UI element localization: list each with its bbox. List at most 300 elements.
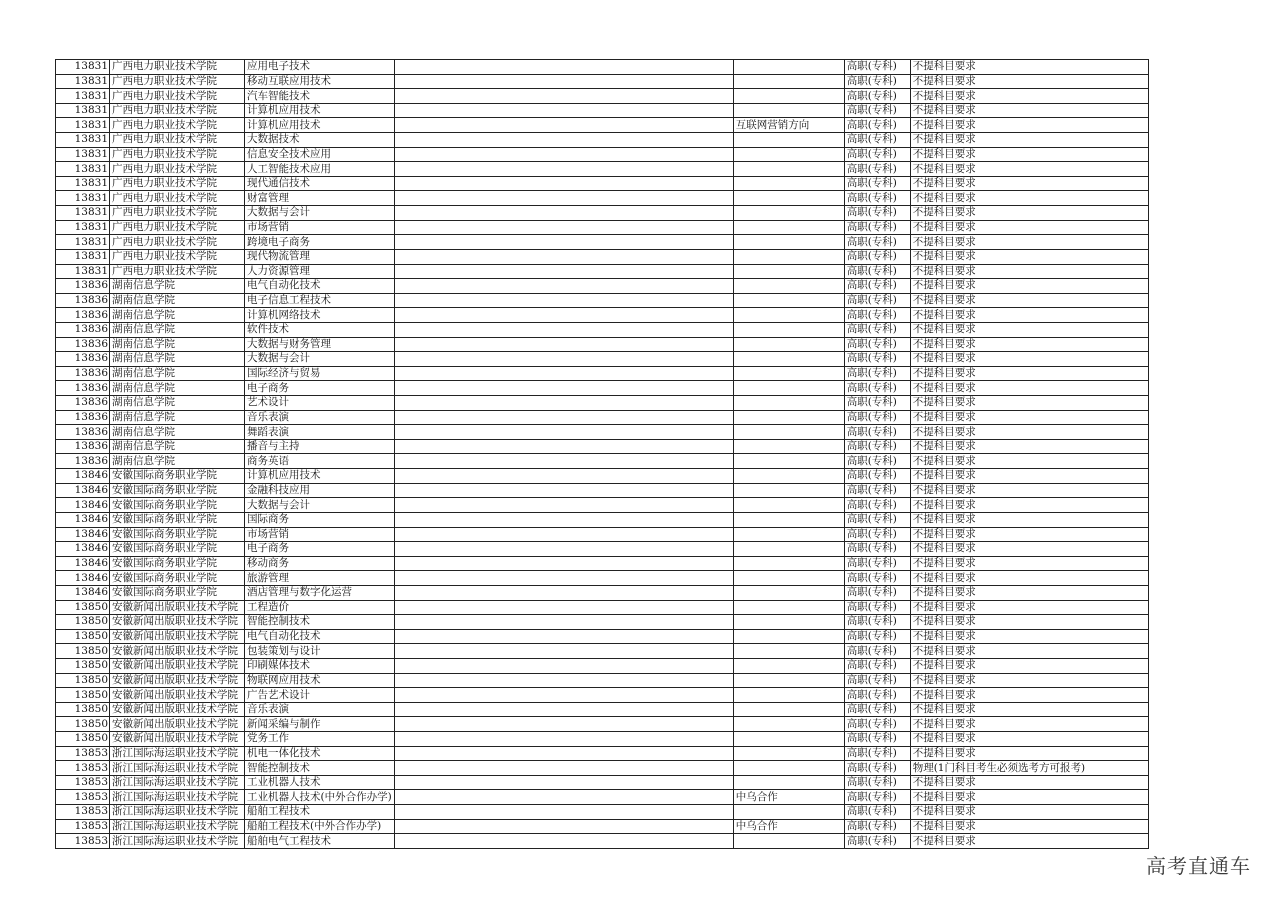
- level-cell: 高职(专科): [844, 206, 910, 221]
- table-row: [56, 717, 1149, 732]
- major-name-cell: 大数据与会计: [245, 352, 395, 367]
- school-code-cell: 13831: [56, 74, 110, 89]
- table-row: [56, 658, 1149, 673]
- school-name-cell: 安徽国际商务职业学院: [110, 512, 245, 527]
- subject-requirement-cell: 不提科目要求: [910, 425, 1148, 440]
- blank-cell: [394, 103, 733, 118]
- school-code-cell: 13836: [56, 381, 110, 396]
- note-cell: [733, 381, 844, 396]
- level-cell: 高职(专科): [844, 352, 910, 367]
- note-cell: [733, 571, 844, 586]
- note-cell: [733, 717, 844, 732]
- note-cell: [733, 206, 844, 221]
- subject-requirement-cell: 不提科目要求: [910, 469, 1148, 484]
- subject-requirement-cell: 不提科目要求: [910, 308, 1148, 323]
- major-name-cell: 船舶电气工程技术: [245, 834, 395, 849]
- level-cell: 高职(专科): [844, 498, 910, 513]
- level-cell: 高职(专科): [844, 89, 910, 104]
- level-cell: 高职(专科): [844, 615, 910, 630]
- table-row: [56, 118, 1149, 133]
- school-name-cell: 广西电力职业技术学院: [110, 235, 245, 250]
- school-name-cell: 广西电力职业技术学院: [110, 103, 245, 118]
- blank-cell: [394, 425, 733, 440]
- subject-requirement-cell: 不提科目要求: [910, 74, 1148, 89]
- table-row: [56, 498, 1149, 513]
- school-code-cell: 13853: [56, 775, 110, 790]
- note-cell: [733, 542, 844, 557]
- subject-requirement-cell: 不提科目要求: [910, 118, 1148, 133]
- school-code-cell: 13850: [56, 688, 110, 703]
- subject-requirement-cell: 不提科目要求: [910, 337, 1148, 352]
- school-code-cell: 13850: [56, 673, 110, 688]
- blank-cell: [394, 600, 733, 615]
- subject-requirement-cell: 不提科目要求: [910, 396, 1148, 411]
- school-code-cell: 13846: [56, 469, 110, 484]
- level-cell: 高职(专科): [844, 527, 910, 542]
- level-cell: 高职(专科): [844, 118, 910, 133]
- school-code-cell: 13836: [56, 279, 110, 294]
- subject-requirement-cell: 不提科目要求: [910, 688, 1148, 703]
- level-cell: 高职(专科): [844, 483, 910, 498]
- level-cell: 高职(专科): [844, 790, 910, 805]
- school-code-cell: 13846: [56, 483, 110, 498]
- level-cell: 高职(专科): [844, 366, 910, 381]
- subject-requirement-cell: 不提科目要求: [910, 249, 1148, 264]
- table-row: [56, 235, 1149, 250]
- major-name-cell: 计算机应用技术: [245, 469, 395, 484]
- blank-cell: [394, 293, 733, 308]
- subject-requirement-cell: 不提科目要求: [910, 279, 1148, 294]
- school-name-cell: 安徽新闻出版职业技术学院: [110, 717, 245, 732]
- subject-requirement-cell: 物理(1门科目考生必须选考方可报考): [910, 761, 1148, 776]
- school-code-cell: 13836: [56, 322, 110, 337]
- blank-cell: [394, 308, 733, 323]
- table-row: [56, 352, 1149, 367]
- level-cell: 高职(专科): [844, 396, 910, 411]
- major-name-cell: 机电一体化技术: [245, 746, 395, 761]
- note-cell: [733, 74, 844, 89]
- school-name-cell: 安徽国际商务职业学院: [110, 483, 245, 498]
- level-cell: 高职(专科): [844, 819, 910, 834]
- school-name-cell: 安徽国际商务职业学院: [110, 585, 245, 600]
- blank-cell: [394, 512, 733, 527]
- school-name-cell: 广西电力职业技术学院: [110, 74, 245, 89]
- note-cell: [733, 162, 844, 177]
- school-name-cell: 浙江国际海运职业技术学院: [110, 790, 245, 805]
- level-cell: 高职(专科): [844, 293, 910, 308]
- school-name-cell: 安徽新闻出版职业技术学院: [110, 600, 245, 615]
- table-row: [56, 629, 1149, 644]
- level-cell: 高职(专科): [844, 249, 910, 264]
- school-code-cell: 13831: [56, 162, 110, 177]
- level-cell: 高职(专科): [844, 512, 910, 527]
- school-code-cell: 13831: [56, 133, 110, 148]
- major-name-cell: 市场营销: [245, 220, 395, 235]
- school-code-cell: 13850: [56, 732, 110, 747]
- major-name-cell: 大数据与财务管理: [245, 337, 395, 352]
- school-code-cell: 13850: [56, 702, 110, 717]
- school-code-cell: 13831: [56, 176, 110, 191]
- blank-cell: [394, 279, 733, 294]
- table-row: [56, 556, 1149, 571]
- major-name-cell: 移动商务: [245, 556, 395, 571]
- school-code-cell: 13836: [56, 366, 110, 381]
- subject-requirement-cell: 不提科目要求: [910, 834, 1148, 849]
- level-cell: 高职(专科): [844, 279, 910, 294]
- subject-requirement-cell: 不提科目要求: [910, 498, 1148, 513]
- major-name-cell: 信息安全技术应用: [245, 147, 395, 162]
- school-name-cell: 安徽国际商务职业学院: [110, 469, 245, 484]
- table-row: [56, 483, 1149, 498]
- major-name-cell: 应用电子技术: [245, 60, 395, 75]
- school-name-cell: 广西电力职业技术学院: [110, 89, 245, 104]
- subject-requirement-cell: 不提科目要求: [910, 556, 1148, 571]
- subject-requirement-cell: 不提科目要求: [910, 658, 1148, 673]
- blank-cell: [394, 469, 733, 484]
- major-name-cell: 市场营销: [245, 527, 395, 542]
- school-code-cell: 13850: [56, 615, 110, 630]
- subject-requirement-cell: 不提科目要求: [910, 512, 1148, 527]
- school-name-cell: 安徽国际商务职业学院: [110, 527, 245, 542]
- major-name-cell: 工程造价: [245, 600, 395, 615]
- school-code-cell: 13853: [56, 819, 110, 834]
- major-name-cell: 软件技术: [245, 322, 395, 337]
- major-name-cell: 广告艺术设计: [245, 688, 395, 703]
- subject-requirement-cell: 不提科目要求: [910, 322, 1148, 337]
- note-cell: [733, 366, 844, 381]
- level-cell: 高职(专科): [844, 775, 910, 790]
- note-cell: [733, 133, 844, 148]
- note-cell: [733, 279, 844, 294]
- level-cell: 高职(专科): [844, 688, 910, 703]
- table-body: [56, 60, 1149, 849]
- note-cell: [733, 732, 844, 747]
- school-code-cell: 13836: [56, 425, 110, 440]
- school-code-cell: 13853: [56, 761, 110, 776]
- note-cell: [733, 527, 844, 542]
- blank-cell: [394, 585, 733, 600]
- level-cell: 高职(专科): [844, 746, 910, 761]
- note-cell: [733, 264, 844, 279]
- blank-cell: [394, 571, 733, 586]
- school-name-cell: 安徽国际商务职业学院: [110, 498, 245, 513]
- major-name-cell: 音乐表演: [245, 410, 395, 425]
- note-cell: [733, 147, 844, 162]
- table-row: [56, 337, 1149, 352]
- level-cell: 高职(专科): [844, 454, 910, 469]
- subject-requirement-cell: 不提科目要求: [910, 410, 1148, 425]
- blank-cell: [394, 498, 733, 513]
- level-cell: 高职(专科): [844, 702, 910, 717]
- blank-cell: [394, 89, 733, 104]
- subject-requirement-cell: 不提科目要求: [910, 571, 1148, 586]
- blank-cell: [394, 235, 733, 250]
- blank-cell: [394, 483, 733, 498]
- major-name-cell: 酒店管理与数字化运营: [245, 585, 395, 600]
- major-name-cell: 大数据与会计: [245, 206, 395, 221]
- note-cell: [733, 805, 844, 820]
- note-cell: [733, 512, 844, 527]
- blank-cell: [394, 366, 733, 381]
- school-code-cell: 13846: [56, 556, 110, 571]
- major-name-cell: 船舶工程技术(中外合作办学): [245, 819, 395, 834]
- school-code-cell: 13853: [56, 790, 110, 805]
- table-row: [56, 396, 1149, 411]
- blank-cell: [394, 147, 733, 162]
- note-cell: [733, 352, 844, 367]
- note-cell: [733, 498, 844, 513]
- blank-cell: [394, 74, 733, 89]
- table-row: [56, 279, 1149, 294]
- note-cell: [733, 176, 844, 191]
- blank-cell: [394, 410, 733, 425]
- school-code-cell: 13836: [56, 308, 110, 323]
- level-cell: 高职(专科): [844, 644, 910, 659]
- level-cell: 高职(专科): [844, 834, 910, 849]
- level-cell: 高职(专科): [844, 585, 910, 600]
- school-code-cell: 13850: [56, 629, 110, 644]
- blank-cell: [394, 644, 733, 659]
- level-cell: 高职(专科): [844, 133, 910, 148]
- school-name-cell: 浙江国际海运职业技术学院: [110, 761, 245, 776]
- school-code-cell: 13850: [56, 658, 110, 673]
- major-name-cell: 智能控制技术: [245, 761, 395, 776]
- table-row: [56, 527, 1149, 542]
- level-cell: 高职(专科): [844, 60, 910, 75]
- blank-cell: [394, 162, 733, 177]
- blank-cell: [394, 688, 733, 703]
- note-cell: [733, 220, 844, 235]
- note-cell: [733, 483, 844, 498]
- school-name-cell: 广西电力职业技术学院: [110, 191, 245, 206]
- table-row: [56, 308, 1149, 323]
- level-cell: 高职(专科): [844, 74, 910, 89]
- note-cell: [733, 775, 844, 790]
- table-row: [56, 585, 1149, 600]
- subject-requirement-cell: 不提科目要求: [910, 819, 1148, 834]
- note-cell: [733, 60, 844, 75]
- subject-requirement-cell: 不提科目要求: [910, 162, 1148, 177]
- major-name-cell: 国际经济与贸易: [245, 366, 395, 381]
- subject-requirement-cell: 不提科目要求: [910, 191, 1148, 206]
- school-name-cell: 湖南信息学院: [110, 439, 245, 454]
- table-row: [56, 688, 1149, 703]
- school-code-cell: 13836: [56, 337, 110, 352]
- subject-requirement-cell: 不提科目要求: [910, 615, 1148, 630]
- major-name-cell: 电气自动化技术: [245, 629, 395, 644]
- school-name-cell: 广西电力职业技术学院: [110, 118, 245, 133]
- school-code-cell: 13853: [56, 805, 110, 820]
- school-code-cell: 13846: [56, 512, 110, 527]
- subject-requirement-cell: 不提科目要求: [910, 220, 1148, 235]
- note-cell: 互联网营销方向: [733, 118, 844, 133]
- table-row: [56, 191, 1149, 206]
- note-cell: 中乌合作: [733, 819, 844, 834]
- subject-requirement-cell: 不提科目要求: [910, 439, 1148, 454]
- level-cell: 高职(专科): [844, 805, 910, 820]
- table-row: [56, 819, 1149, 834]
- table-row: [56, 644, 1149, 659]
- blank-cell: [394, 322, 733, 337]
- level-cell: 高职(专科): [844, 658, 910, 673]
- note-cell: [733, 688, 844, 703]
- major-name-cell: 计算机应用技术: [245, 118, 395, 133]
- school-name-cell: 湖南信息学院: [110, 396, 245, 411]
- school-name-cell: 湖南信息学院: [110, 279, 245, 294]
- blank-cell: [394, 337, 733, 352]
- table-row: [56, 454, 1149, 469]
- school-code-cell: 13831: [56, 191, 110, 206]
- note-cell: [733, 673, 844, 688]
- major-name-cell: 船舶工程技术: [245, 805, 395, 820]
- school-code-cell: 13836: [56, 439, 110, 454]
- subject-requirement-cell: 不提科目要求: [910, 133, 1148, 148]
- subject-requirement-cell: 不提科目要求: [910, 644, 1148, 659]
- school-name-cell: 浙江国际海运职业技术学院: [110, 834, 245, 849]
- school-code-cell: 13831: [56, 60, 110, 75]
- school-name-cell: 安徽新闻出版职业技术学院: [110, 732, 245, 747]
- school-code-cell: 13850: [56, 644, 110, 659]
- note-cell: 中乌合作: [733, 790, 844, 805]
- school-code-cell: 13831: [56, 147, 110, 162]
- note-cell: [733, 454, 844, 469]
- subject-requirement-cell: 不提科目要求: [910, 147, 1148, 162]
- note-cell: [733, 600, 844, 615]
- blank-cell: [394, 220, 733, 235]
- table-row: [56, 381, 1149, 396]
- school-code-cell: 13853: [56, 746, 110, 761]
- school-code-cell: 13850: [56, 600, 110, 615]
- subject-requirement-cell: 不提科目要求: [910, 293, 1148, 308]
- blank-cell: [394, 717, 733, 732]
- school-code-cell: 13836: [56, 454, 110, 469]
- note-cell: [733, 191, 844, 206]
- table-row: [56, 600, 1149, 615]
- major-name-cell: 舞蹈表演: [245, 425, 395, 440]
- subject-requirement-cell: 不提科目要求: [910, 60, 1148, 75]
- major-name-cell: 计算机应用技术: [245, 103, 395, 118]
- major-name-cell: 电子商务: [245, 542, 395, 557]
- school-name-cell: 安徽新闻出版职业技术学院: [110, 702, 245, 717]
- school-code-cell: 13836: [56, 410, 110, 425]
- major-name-cell: 电子信息工程技术: [245, 293, 395, 308]
- table-row: [56, 322, 1149, 337]
- school-code-cell: 13836: [56, 396, 110, 411]
- level-cell: 高职(专科): [844, 673, 910, 688]
- subject-requirement-cell: 不提科目要求: [910, 542, 1148, 557]
- blank-cell: [394, 249, 733, 264]
- school-name-cell: 湖南信息学院: [110, 381, 245, 396]
- school-name-cell: 湖南信息学院: [110, 425, 245, 440]
- subject-requirement-cell: 不提科目要求: [910, 176, 1148, 191]
- note-cell: [733, 834, 844, 849]
- major-name-cell: 工业机器人技术: [245, 775, 395, 790]
- school-code-cell: 13831: [56, 103, 110, 118]
- subject-requirement-cell: 不提科目要求: [910, 366, 1148, 381]
- note-cell: [733, 469, 844, 484]
- table-row: [56, 790, 1149, 805]
- subject-requirement-cell: 不提科目要求: [910, 206, 1148, 221]
- school-name-cell: 湖南信息学院: [110, 337, 245, 352]
- note-cell: [733, 615, 844, 630]
- subject-requirement-cell: 不提科目要求: [910, 600, 1148, 615]
- blank-cell: [394, 352, 733, 367]
- school-name-cell: 广西电力职业技术学院: [110, 60, 245, 75]
- subject-requirement-cell: 不提科目要求: [910, 352, 1148, 367]
- table-row: [56, 732, 1149, 747]
- level-cell: 高职(专科): [844, 732, 910, 747]
- blank-cell: [394, 805, 733, 820]
- school-code-cell: 13831: [56, 118, 110, 133]
- school-name-cell: 安徽新闻出版职业技术学院: [110, 615, 245, 630]
- note-cell: [733, 396, 844, 411]
- school-name-cell: 广西电力职业技术学院: [110, 162, 245, 177]
- level-cell: 高职(专科): [844, 103, 910, 118]
- level-cell: 高职(专科): [844, 600, 910, 615]
- school-name-cell: 广西电力职业技术学院: [110, 249, 245, 264]
- blank-cell: [394, 761, 733, 776]
- blank-cell: [394, 381, 733, 396]
- major-name-cell: 工业机器人技术(中外合作办学): [245, 790, 395, 805]
- major-name-cell: 物联网应用技术: [245, 673, 395, 688]
- subject-requirement-cell: 不提科目要求: [910, 775, 1148, 790]
- table-row: [56, 410, 1149, 425]
- table-row: [56, 425, 1149, 440]
- school-name-cell: 湖南信息学院: [110, 308, 245, 323]
- blank-cell: [394, 615, 733, 630]
- note-cell: [733, 425, 844, 440]
- school-name-cell: 广西电力职业技术学院: [110, 147, 245, 162]
- note-cell: [733, 235, 844, 250]
- school-code-cell: 13846: [56, 527, 110, 542]
- table-row: [56, 746, 1149, 761]
- table-row: [56, 834, 1149, 849]
- table-row: [56, 512, 1149, 527]
- table-row: [56, 264, 1149, 279]
- table-row: [56, 439, 1149, 454]
- level-cell: 高职(专科): [844, 410, 910, 425]
- table-row: [56, 702, 1149, 717]
- blank-cell: [394, 264, 733, 279]
- level-cell: 高职(专科): [844, 381, 910, 396]
- subject-requirement-cell: 不提科目要求: [910, 527, 1148, 542]
- school-name-cell: 湖南信息学院: [110, 293, 245, 308]
- note-cell: [733, 322, 844, 337]
- subject-requirement-cell: 不提科目要求: [910, 746, 1148, 761]
- school-code-cell: 13831: [56, 206, 110, 221]
- major-name-cell: 金融科技应用: [245, 483, 395, 498]
- table-row: [56, 176, 1149, 191]
- subject-requirement-cell: 不提科目要求: [910, 235, 1148, 250]
- school-name-cell: 安徽国际商务职业学院: [110, 571, 245, 586]
- level-cell: 高职(专科): [844, 147, 910, 162]
- school-code-cell: 13831: [56, 249, 110, 264]
- blank-cell: [394, 834, 733, 849]
- subject-requirement-cell: 不提科目要求: [910, 732, 1148, 747]
- note-cell: [733, 702, 844, 717]
- major-name-cell: 电子商务: [245, 381, 395, 396]
- table-row: [56, 206, 1149, 221]
- subject-requirement-cell: 不提科目要求: [910, 483, 1148, 498]
- blank-cell: [394, 673, 733, 688]
- note-cell: [733, 629, 844, 644]
- school-code-cell: 13853: [56, 834, 110, 849]
- blank-cell: [394, 454, 733, 469]
- table-row: [56, 469, 1149, 484]
- major-name-cell: 印刷媒体技术: [245, 658, 395, 673]
- blank-cell: [394, 118, 733, 133]
- subject-requirement-cell: 不提科目要求: [910, 702, 1148, 717]
